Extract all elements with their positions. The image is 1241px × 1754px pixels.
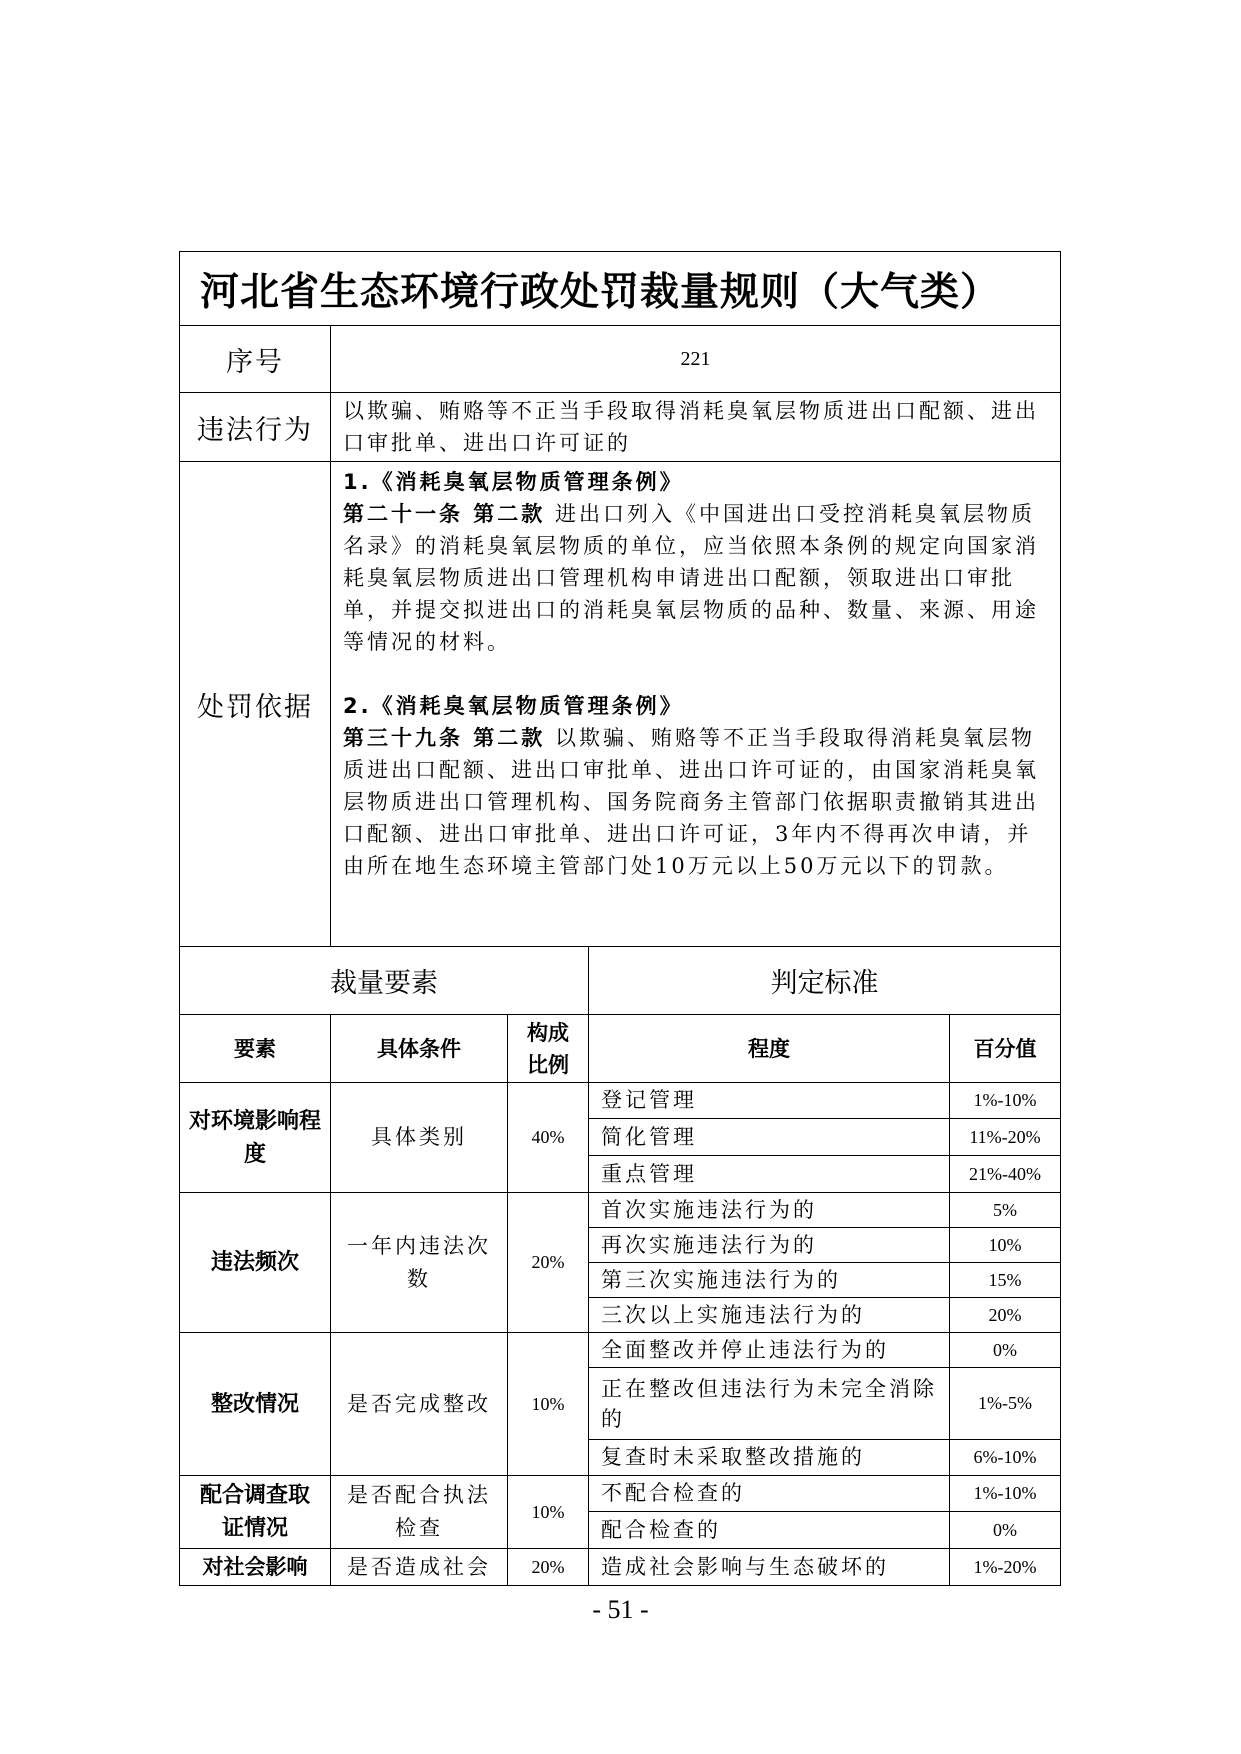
header-percent: 百分值 [950,1015,1061,1083]
factor-condition: 是否配合执法检查 [331,1476,508,1549]
degree-cell: 重点管理 [589,1156,950,1193]
percent-cell: 11%-20% [950,1119,1061,1156]
percent-cell: 1%-20% [950,1549,1061,1586]
basis-article-2: 第三十九条 第二款 [343,726,546,750]
degree-cell: 简化管理 [589,1119,950,1156]
percent-cell: 20% [950,1298,1061,1333]
percent-cell: 0% [950,1512,1061,1549]
factor-name: 配合调查取证情况 [180,1476,331,1549]
serial-label: 序号 [180,326,331,393]
degree-cell: 三次以上实施违法行为的 [589,1298,950,1333]
degree-cell: 造成社会影响与生态破坏的 [589,1549,950,1586]
header-condition: 具体条件 [331,1015,508,1083]
header-degree: 程度 [589,1015,950,1083]
factor-name: 对环境影响程度 [180,1083,331,1193]
basis-label: 处罚依据 [180,462,331,947]
basis-item-1 [343,498,1048,658]
basis-text-1: 进出口列入《中国进出口受控消耗臭氧层物质名录》的消耗臭氧层物质的单位，应当依照本条例的规定向国家消耗臭氧层物质进出口管理机构申请进出口配额，领取进出口审批单，并提交拟进出口的消耗臭氧层物质的品种、数量、来源、用途等情况的材料。 [343,502,1039,654]
page-number: - 51 - [592,1595,649,1624]
percent-cell: 0% [950,1333,1061,1368]
percent-cell: 6%-10% [950,1440,1061,1476]
factor-name: 整改情况 [180,1333,331,1476]
factor-name: 违法频次 [180,1193,331,1333]
section-criteria: 判定标准 [589,947,1061,1015]
percent-cell: 5% [950,1193,1061,1228]
percent-cell: 10% [950,1228,1061,1263]
degree-cell: 配合检查的 [589,1512,950,1549]
percent-cell: 1%-10% [950,1083,1061,1119]
factor-ratio: 20% [508,1193,589,1333]
penalty-table [179,251,1061,1586]
percent-cell: 15% [950,1263,1061,1298]
degree-cell: 首次实施违法行为的 [589,1193,950,1228]
violation-label: 违法行为 [180,393,331,462]
basis-item-2 [343,722,1048,882]
factor-condition: 是否完成整改 [331,1333,508,1476]
factor-condition: 一年内违法次数 [331,1193,508,1333]
percent-cell: 1%-10% [950,1476,1061,1512]
header-ratio: 构成比例 [508,1015,589,1083]
basis-content [331,462,1061,947]
degree-cell: 全面整改并停止违法行为的 [589,1333,950,1368]
degree-cell: 第三次实施违法行为的 [589,1263,950,1298]
percent-cell: 21%-40% [950,1156,1061,1193]
degree-cell: 不配合检查的 [589,1476,950,1512]
factor-ratio: 20% [508,1549,589,1586]
factor-condition: 是否造成社会 [331,1549,508,1586]
basis-text-2: 以欺骗、贿赂等不正当手段取得消耗臭氧层物质进出口配额、进出口审批单、进出口许可证的，由国家消耗臭氧层物质进出口管理机构、国务院商务主管部门依据职责撤销其进出口配额、进出口审批单、进出口许可证，3年内不得再次申请，并由所在地生态环境主管部门处10万元以上50万元以下的罚款。 [343,726,1039,878]
factor-name: 对社会影响 [180,1549,331,1586]
percent-cell: 1%-5% [950,1368,1061,1440]
basis-heading-1: 1.《消耗臭氧层物质管理条例》 [343,470,684,494]
section-factors: 裁量要素 [180,947,589,1015]
basis-article-1: 第二十一条 第二款 [343,502,546,526]
violation-text: 以欺骗、贿赂等不正当手段取得消耗臭氧层物质进出口配额、进出口审批单、进出口许可证的 [331,393,1061,462]
factor-ratio: 10% [508,1476,589,1549]
factor-ratio: 10% [508,1333,589,1476]
factor-ratio: 40% [508,1083,589,1193]
basis-heading-2: 2.《消耗臭氧层物质管理条例》 [343,694,684,718]
degree-cell: 再次实施违法行为的 [589,1228,950,1263]
degree-cell: 正在整改但违法行为未完全消除的 [589,1368,950,1440]
header-factor: 要素 [180,1015,331,1083]
degree-cell: 复查时未采取整改措施的 [589,1440,950,1476]
degree-cell: 登记管理 [589,1083,950,1119]
factor-condition: 具体类别 [331,1083,508,1193]
serial-value: 221 [331,326,1061,393]
document-title: 河北省生态环境行政处罚裁量规则（大气类） [180,252,1061,326]
